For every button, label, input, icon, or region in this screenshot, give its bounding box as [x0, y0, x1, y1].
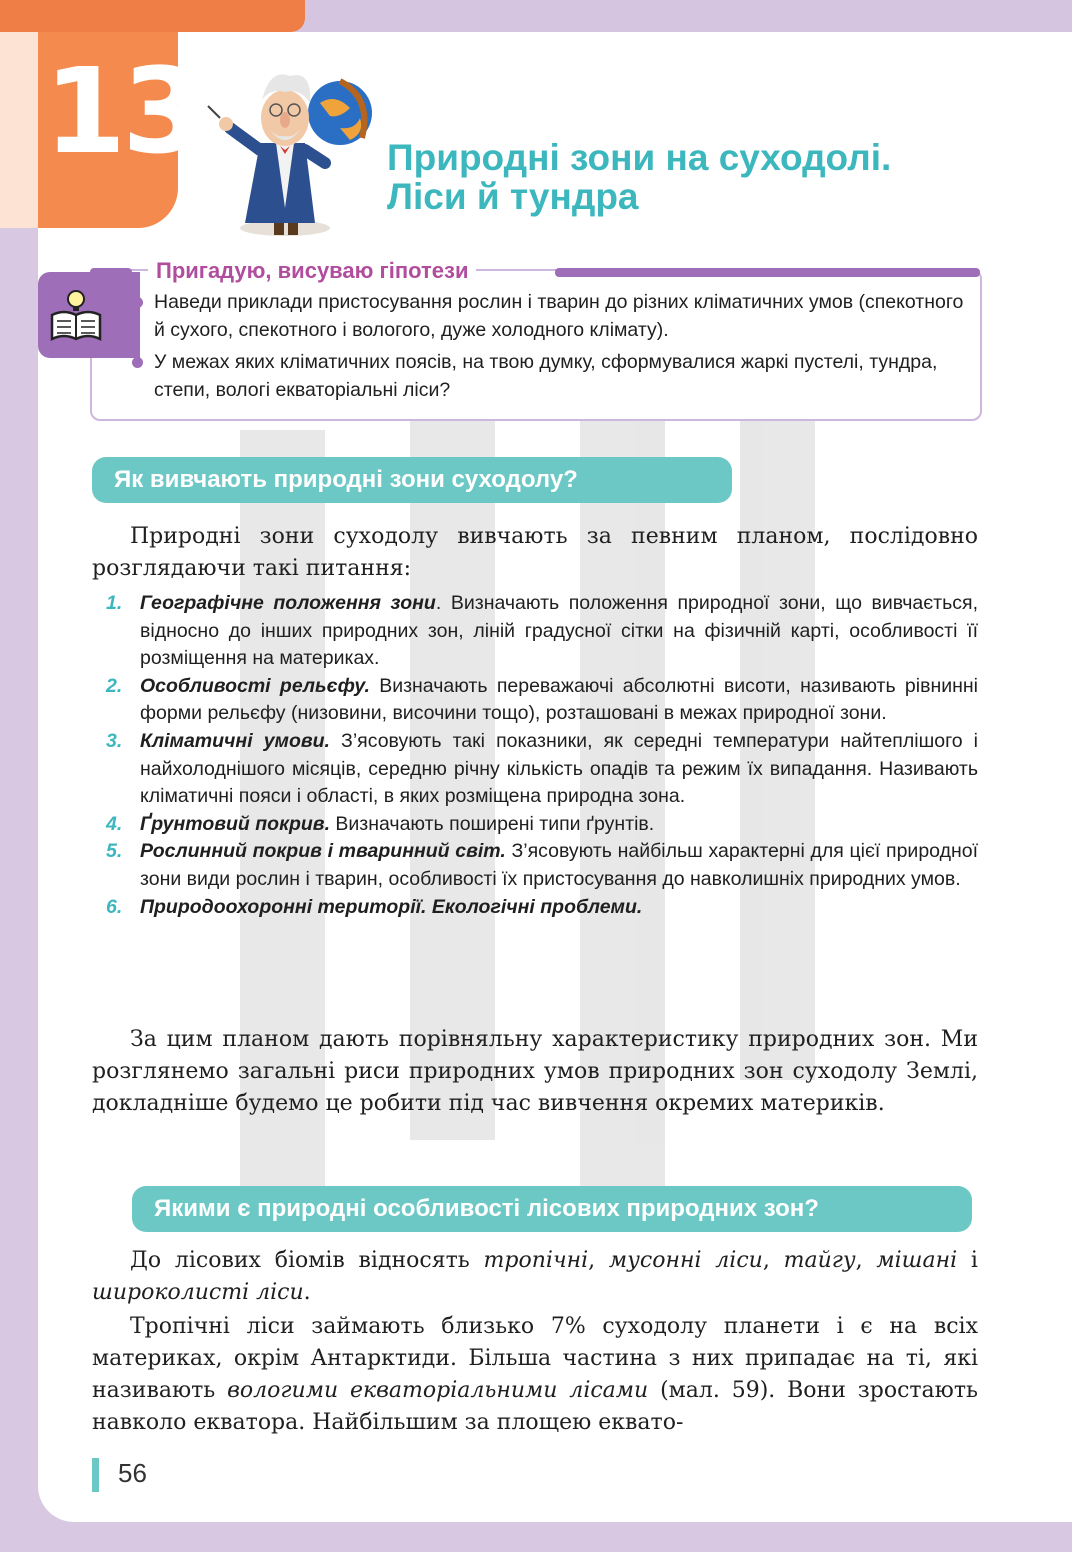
hypotheses-heading: Пригадую, висуваю гіпотези — [148, 258, 476, 284]
bullet-dot-icon — [132, 357, 143, 368]
chapter-title-line1: Природні зони на суходолі. — [387, 137, 892, 178]
plan-item: 2. Особливості рельєфу. Визначають переважаючі абсолютні висоти, називають рівнинні форми рельєфу (низовини, височини тощо), розташовані в межах природної зони. — [106, 674, 978, 725]
hypotheses-list — [130, 288, 970, 408]
bullet-dot-icon — [132, 297, 143, 308]
plan-item: 1. Географічне положення зони. Визначають положення природної зони, що вивчається, відносно до інших природних зон, ліній градусної сітки на фізичній карті, особливості її розміщення на материках. — [106, 592, 979, 670]
plan-item: 6. Природоохоронні території. Екологічні проблеми. — [106, 895, 643, 918]
section1-outro: За цим планом дають порівняльну характеристику природних зон. Ми розглянемо загальні риси природних умов природних зон суходолу Землі, докладніше будемо це робити під час вивчення окремих материків. — [92, 1027, 978, 1116]
hypotheses-top-rule — [555, 268, 980, 277]
plan-item: 4. Ґрунтовий покрив. Визначають поширені типи ґрунтів. — [106, 812, 655, 835]
book-lightbulb-icon — [48, 287, 104, 343]
professor-mascot-icon — [190, 58, 390, 238]
study-plan-list — [102, 590, 978, 921]
section1-heading: Як вивчають природні зони суходолу? — [92, 457, 732, 503]
plan-item: 5. Рослинний покрив і тваринний світ. З’ясовують найбільш характерні для цієї природної зони види рослин і тварин, особливості їх пристосування до навколишніх природних умов. — [106, 840, 978, 890]
hypotheses-item: У межах яких кліматичних поясів, на твою думку, сформувалися жаркі пустелі, тундра, степи, вологі екваторіальні ліси? — [130, 348, 970, 404]
section1-intro: Природні зони суходолу вивчають за певним планом, послідовно розглядаючи такі питання: — [92, 524, 978, 581]
hypotheses-item: Наведи приклади пристосування рослин і тварин до різних кліматичних умов (спекотного й сухого, спекотного і вологого, дуже холодного клімату). — [130, 288, 970, 344]
top-orange-tab — [0, 0, 305, 32]
section2-heading: Якими є природні особливості лісових природних зон? — [132, 1186, 972, 1232]
plan-item: 3. Кліматичні умови. З’ясовують такі показники, як середні температури найтеплішого і найхолоднішого місяців, середню річну кількість опадів та режим їх випадання. Називають кліматичні пояси і області, в яких розміщена природна зона. — [106, 729, 978, 808]
chapter-title-line2: Ліси й тундра — [387, 176, 639, 217]
chapter-number: 13 — [44, 42, 201, 180]
page-number: 56 — [118, 1458, 147, 1488]
hypotheses-top-rule-left — [90, 268, 132, 277]
left-peach-strip — [0, 32, 38, 228]
section2-paragraph2: Тропічні ліси займають близько 7% суходолу планети і є на всіх материках, окрім Антарктиди. Більша частина з них припадає на ті, які називають вологими екваторіальними лісами (мал. 59). Вони зростають навколо екватора. Найбільшим за площею еквато- — [92, 1314, 978, 1435]
chapter-title — [387, 138, 1007, 216]
section2-paragraph1: До лісових біомів відносять тропічні, мусонні ліси, тайгу, мішані і широколисті ліси. — [92, 1248, 978, 1305]
footer-accent-bar — [92, 1458, 99, 1492]
